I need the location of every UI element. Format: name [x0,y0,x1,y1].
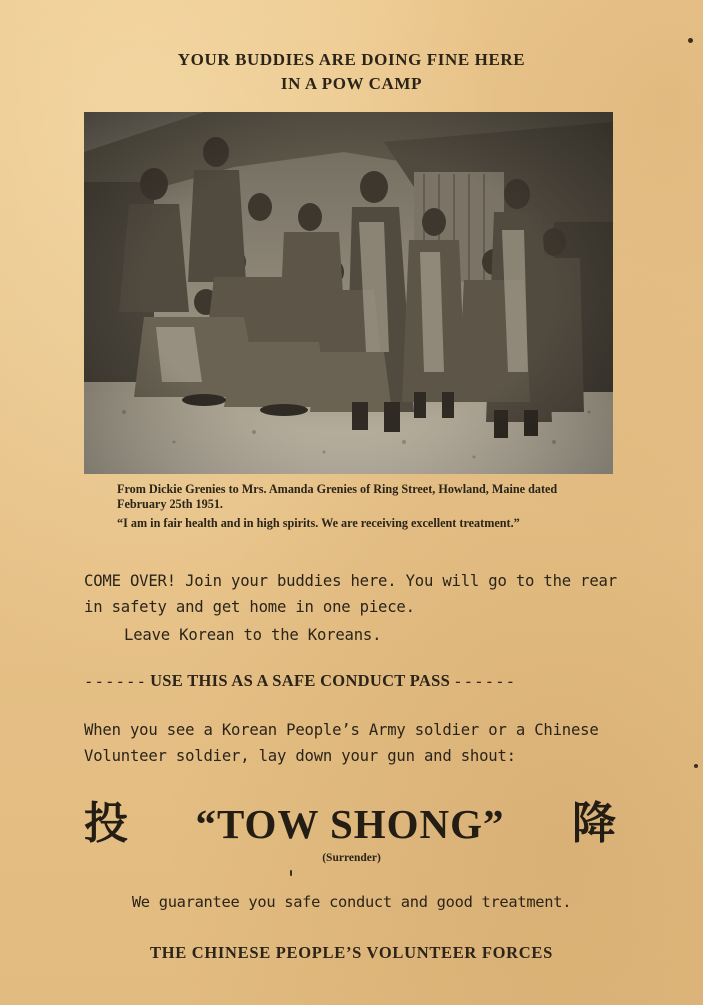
shout-phrase: “TOW SHONG” [195,801,505,847]
surrender-translation: (Surrender) [322,852,381,864]
appeal-line-1: COME OVER! Join your buddies here. You will go to the rear in safety and get home in one piece. [84,572,617,616]
safe-conduct-pass-line [84,671,624,691]
caption-quote: “I am in fair health and in high spirits. We are receiving excellent treatment.” [117,516,520,530]
guarantee-text: We guarantee you safe conduct and good treatment. [131,893,572,911]
surrender-shout [80,796,620,852]
appeal-paragraph [84,568,624,648]
chinese-character-xiang: 降 [572,798,616,849]
signature: THE CHINESE PEOPLE’S VOLUNTEER FORCES [149,943,553,962]
appeal-line-2: Leave Korean to the Koreans. [124,626,382,644]
chinese-character-tou: 投 [84,798,128,849]
headline-line-1: YOUR BUDDIES ARE DOING FINE HERE [177,50,526,69]
paper-speck [694,764,698,768]
instructions-text: When you see a Korean People’s Army soldier or a Chinese Volunteer soldier, lay down your gun and shout: [84,721,599,765]
dash-right: ------ [453,671,517,691]
dash-left: ------ [84,671,148,691]
instructions-paragraph [84,717,624,769]
photo-image [84,112,613,474]
caption-from-line: From Dickie Grenies to Mrs. Amanda Grenies of Ring Street, Howland, Maine dated February 25th 1951. [117,482,558,511]
photo-caption [117,482,597,531]
paper-speck [290,870,292,876]
headline-line-2: IN A POW CAMP [280,74,423,93]
paper-speck [688,38,693,43]
pow-group-photo [84,112,613,474]
headline [0,48,703,96]
safe-conduct-pass-label: USE THIS AS A SAFE CONDUCT PASS [150,671,451,690]
